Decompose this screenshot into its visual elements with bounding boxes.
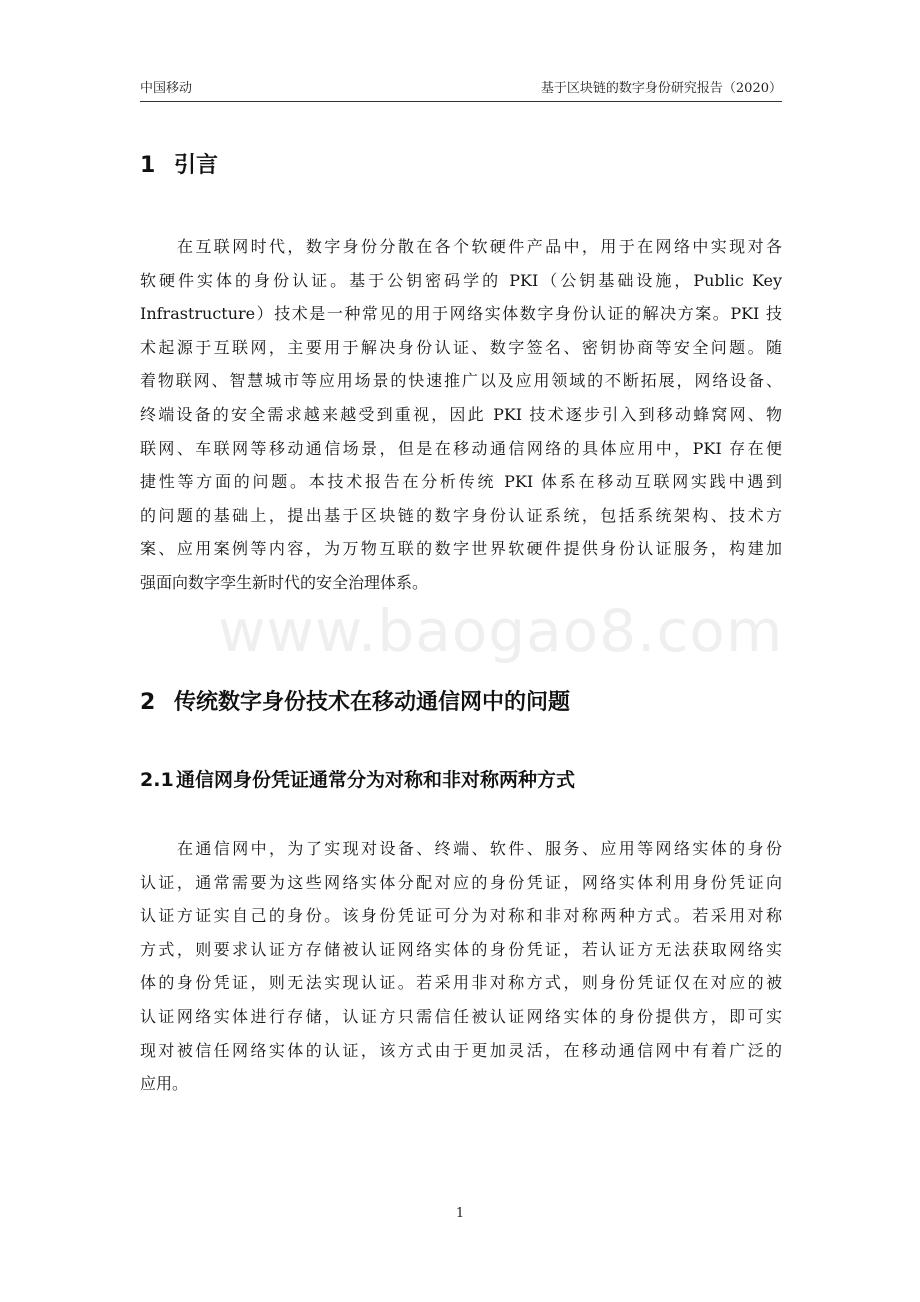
paragraph-line: 应用。	[140, 1074, 189, 1094]
paragraph-line: 认证方证实自己的身份。该身份凭证可分为对称和非对称两种方式。若采用对称	[140, 906, 782, 926]
section-2-1-heading	[140, 766, 575, 794]
paragraph-line: 认证，通常需要为这些网络实体分配对应的身份凭证，网络实体利用身份凭证向	[140, 872, 782, 892]
paragraph-line: 的问题的基础上，提出基于区块链的数字身份认证系统，包括系统架构、技术方	[140, 505, 782, 525]
section-1-number: 1	[140, 153, 156, 178]
header-report-title: 基于区块链的数字身份研究报告（2020）	[540, 81, 782, 96]
section-1-heading	[140, 151, 218, 181]
section-2-heading	[140, 688, 570, 718]
paragraph-line: 现对被信任网络实体的认证，该方式由于更加灵活，在移动通信网中有着广泛的	[140, 1040, 782, 1060]
paragraph-line: 联网、车联网等移动通信场景，但是在移动通信网络的具体应用中，PKI 存在便	[140, 438, 782, 458]
paragraph-line: 终端设备的安全需求越来越受到重视，因此 PKI 技术逐步引入到移动蜂窝网、物	[140, 404, 782, 424]
page-number: 1	[455, 1206, 465, 1221]
paragraph-line: 认证网络实体进行存储，认证方只需信任被认证网络实体的身份提供方，即可实	[140, 1006, 782, 1026]
paragraph-line: 强面向数字孪生新时代的安全治理体系。	[140, 572, 429, 592]
section-1-title: 引言	[174, 153, 219, 178]
section-2-1-title: 通信网身份凭证通常分为对称和非对称两种方式	[176, 769, 576, 791]
paragraph-line: 术起源于互联网，主要用于解决身份认证、数字签名、密钥协商等安全问题。随	[140, 337, 782, 357]
header-divider	[140, 101, 782, 102]
section-2-1-paragraph	[140, 832, 782, 1101]
page-header	[140, 79, 782, 99]
paragraph-line: 着物联网、智慧城市等应用场景的快速推广以及应用领域的不断拓展，网络设备、	[140, 371, 782, 391]
paragraph-line: 方式，则要求认证方存储被认证网络实体的身份凭证，若认证方无法获取网络实	[140, 939, 782, 959]
paragraph-line: 捷性等方面的问题。本技术报告在分析传统 PKI 体系在移动互联网实践中遇到	[140, 472, 782, 492]
paragraph-line: 在通信网中，为了实现对设备、终端、软件、服务、应用等网络实体的身份	[177, 839, 782, 858]
watermark: www.baogao8.com	[218, 597, 784, 665]
header-organization: 中国移动	[140, 81, 193, 96]
section-2-number: 2	[140, 690, 156, 715]
paragraph-line: Infrastructure）技术是一种常见的用于网络实体数字身份认证的解决方案。PKI 技	[140, 304, 782, 324]
paragraph-line: 案、应用案例等内容，为万物互联的数字世界软硬件提供身份认证服务，构建加	[140, 539, 782, 559]
section-1-paragraph	[140, 230, 782, 600]
section-2-1-number: 2.1	[140, 769, 174, 791]
paragraph-line: 体的身份凭证，则无法实现认证。若采用非对称方式，则身份凭证仅在对应的被	[140, 973, 782, 993]
paragraph-line: 软硬件实体的身份认证。基于公钥密码学的 PKI（公钥基础设施，Public Key	[140, 270, 782, 290]
section-2-title: 传统数字身份技术在移动通信网中的问题	[174, 690, 571, 715]
paragraph-line: 在互联网时代，数字身份分散在各个软硬件产品中，用于在网络中实现对各	[177, 237, 782, 256]
